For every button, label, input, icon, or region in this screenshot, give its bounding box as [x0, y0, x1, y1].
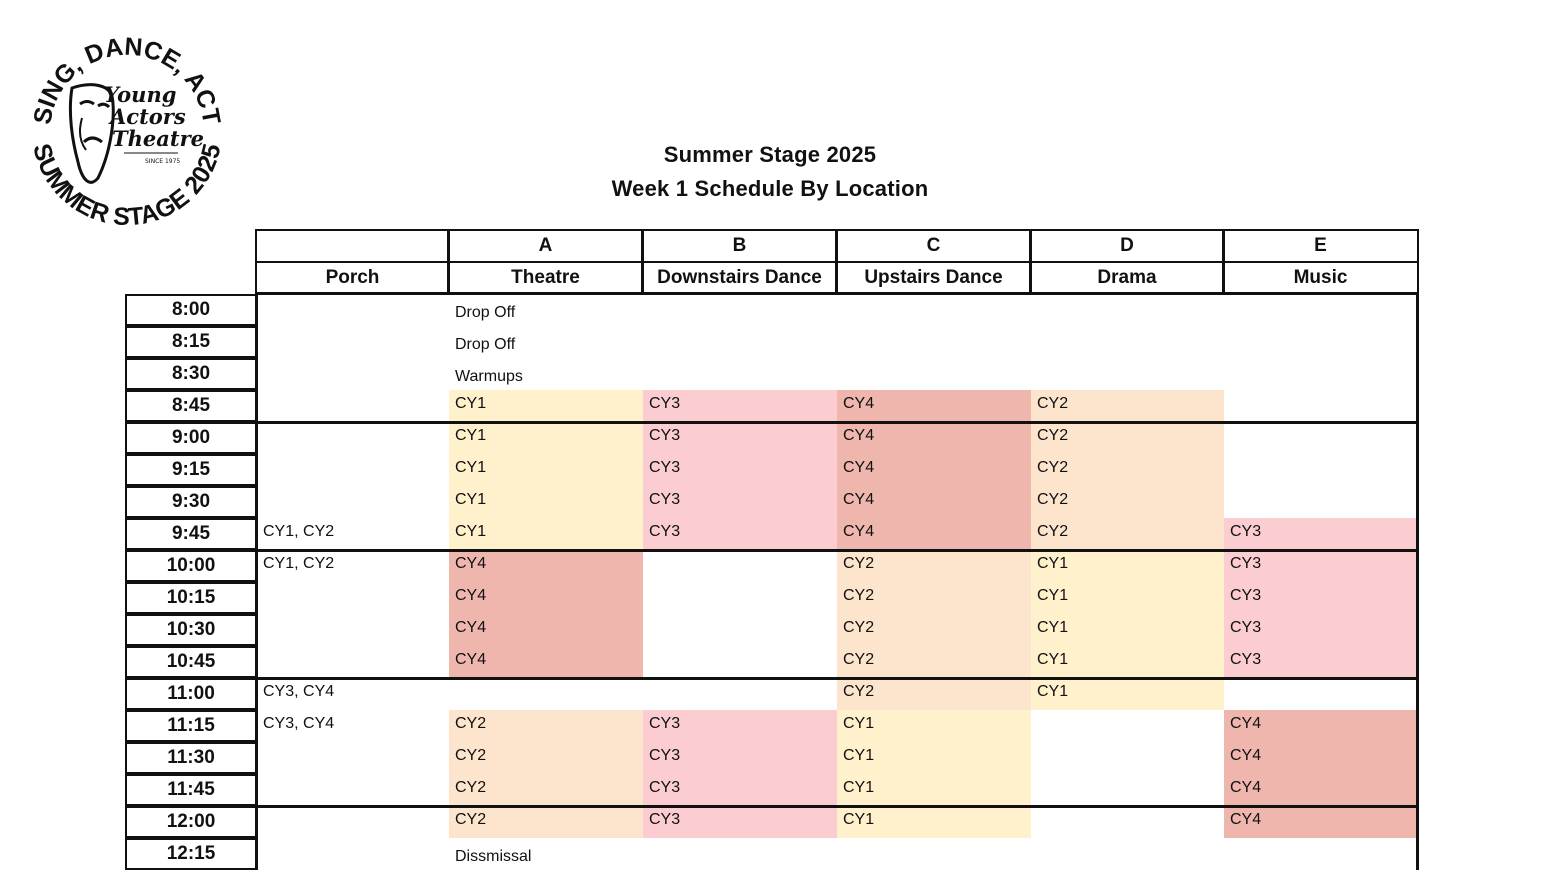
time-slot-label: 8:15 [125, 326, 257, 358]
schedule-cell: CY1 [1031, 550, 1224, 582]
schedule-cell: CY3, CY4 [263, 715, 335, 732]
column-letter-header: B [641, 229, 838, 263]
schedule-cell: CY2 [449, 806, 643, 838]
schedule-cell: CY1 [837, 806, 1031, 838]
schedule-cell: CY3 [643, 774, 837, 806]
time-slot-label: 8:00 [125, 294, 257, 326]
schedule-cell: CY3 [1224, 582, 1418, 614]
schedule-cell: CY2 [1031, 486, 1224, 518]
schedule-cell: CY1 [449, 454, 643, 486]
logo-top-text: SING, DANCE, ACT [28, 32, 226, 127]
time-slot-label: 10:45 [125, 646, 257, 678]
schedule-cell: CY2 [449, 710, 643, 742]
schedule-cell: CY3 [643, 710, 837, 742]
schedule-cell: CY4 [1224, 774, 1418, 806]
schedule-cell: CY4 [449, 550, 643, 582]
time-slot-label: 12:00 [125, 806, 257, 838]
schedule-cell: CY3 [643, 390, 837, 422]
schedule-cell: CY2 [1031, 454, 1224, 486]
schedule-cell: CY2 [837, 582, 1031, 614]
schedule-cell: CY3 [643, 422, 837, 454]
table-border-line [255, 294, 258, 870]
schedule-cell: CY1 [449, 486, 643, 518]
column-name-header: Music [1222, 261, 1419, 295]
time-slot-label: 11:00 [125, 678, 257, 710]
logo-name-line-3: Theatre [112, 126, 204, 151]
schedule-cell: CY1, CY2 [263, 523, 335, 540]
logo-name-line-1: Young [104, 82, 177, 107]
schedule-cell: CY3 [643, 518, 837, 550]
table-border-line [1416, 294, 1419, 870]
table-border-line [255, 805, 1419, 808]
time-slot-label: 9:15 [125, 454, 257, 486]
schedule-cell: CY2 [449, 774, 643, 806]
time-slot-label: 9:00 [125, 422, 257, 454]
time-slot-label: 9:45 [125, 518, 257, 550]
time-slot-label: 8:45 [125, 390, 257, 422]
schedule-cell: CY4 [1224, 710, 1418, 742]
schedule-cell: CY1 [449, 390, 643, 422]
schedule-cell: CY1 [449, 422, 643, 454]
schedule-cell: CY3 [643, 454, 837, 486]
time-slot-label: 8:30 [125, 358, 257, 390]
schedule-cell: CY1 [1031, 678, 1224, 710]
schedule-cell: CY3 [643, 806, 837, 838]
schedule-cell: CY3 [1224, 518, 1418, 550]
time-slot-label: 10:30 [125, 614, 257, 646]
activity-note: Drop Off [455, 304, 516, 321]
column-letter-header: E [1222, 229, 1419, 263]
page-subtitle: Week 1 Schedule By Location [611, 176, 929, 201]
schedule-cell: CY1, CY2 [263, 555, 335, 572]
schedule-cell: CY2 [1031, 422, 1224, 454]
schedule-cell: CY3 [1224, 550, 1418, 582]
column-name-header: Porch [255, 261, 450, 295]
schedule-cell: CY3 [643, 742, 837, 774]
time-slot-label: 9:30 [125, 486, 257, 518]
schedule-cell: CY2 [837, 646, 1031, 678]
logo-since-text: SINCE 1975 [145, 158, 181, 165]
column-letter-header: D [1029, 229, 1225, 263]
schedule-cell: CY4 [449, 582, 643, 614]
activity-note: Warmups [455, 368, 523, 385]
table-border-line [255, 549, 1419, 552]
schedule-cell: CY1 [837, 710, 1031, 742]
column-name-header: Upstairs Dance [835, 261, 1032, 295]
schedule-cell: CY4 [449, 614, 643, 646]
schedule-cell: CY4 [837, 454, 1031, 486]
time-slot-label: 12:15 [125, 838, 257, 870]
schedule-cell: CY4 [837, 518, 1031, 550]
time-slot-label: 10:15 [125, 582, 257, 614]
table-border-line [255, 292, 1419, 295]
table-border-line [255, 421, 1419, 424]
schedule-cell: CY2 [837, 614, 1031, 646]
activity-note: Drop Off [455, 336, 516, 353]
schedule-cell: CY4 [837, 422, 1031, 454]
logo-name-line-2: Actors [110, 104, 186, 129]
column-letter-header [255, 229, 450, 263]
column-name-header: Downstairs Dance [641, 261, 838, 295]
time-slot-label: 11:30 [125, 742, 257, 774]
column-name-header: Theatre [447, 261, 644, 295]
schedule-cell: CY2 [837, 678, 1031, 710]
column-name-header: Drama [1029, 261, 1225, 295]
schedule-cell: CY3 [1224, 646, 1418, 678]
schedule-cell: CY2 [449, 742, 643, 774]
column-letter-header: C [835, 229, 1032, 263]
schedule-cell: CY4 [837, 486, 1031, 518]
schedule-cell: CY1 [449, 518, 643, 550]
schedule-cell: CY3, CY4 [263, 683, 335, 700]
column-letter-header: A [447, 229, 644, 263]
schedule-cell: CY3 [643, 486, 837, 518]
schedule-cell: CY4 [1224, 742, 1418, 774]
schedule-cell: CY1 [837, 742, 1031, 774]
logo-bottom-text: SUMMER STAGE 2025 [27, 140, 227, 232]
schedule-cell: CY4 [1224, 806, 1418, 838]
schedule-cell: CY4 [449, 646, 643, 678]
page-title: Summer Stage 2025 [663, 142, 877, 167]
schedule-cell: CY2 [837, 550, 1031, 582]
time-slot-label: 11:45 [125, 774, 257, 806]
schedule-cell: CY2 [1031, 390, 1224, 422]
schedule-cell: CY1 [1031, 614, 1224, 646]
time-slot-label: 10:00 [125, 550, 257, 582]
activity-note: Dissmissal [455, 848, 532, 865]
schedule-cell: CY1 [1031, 582, 1224, 614]
time-slot-label: 11:15 [125, 710, 257, 742]
schedule-cell: CY2 [1031, 518, 1224, 550]
schedule-cell: CY1 [1031, 646, 1224, 678]
table-border-line [255, 677, 1419, 680]
schedule-cell: CY1 [837, 774, 1031, 806]
schedule-cell: CY3 [1224, 614, 1418, 646]
schedule-cell: CY4 [837, 390, 1031, 422]
